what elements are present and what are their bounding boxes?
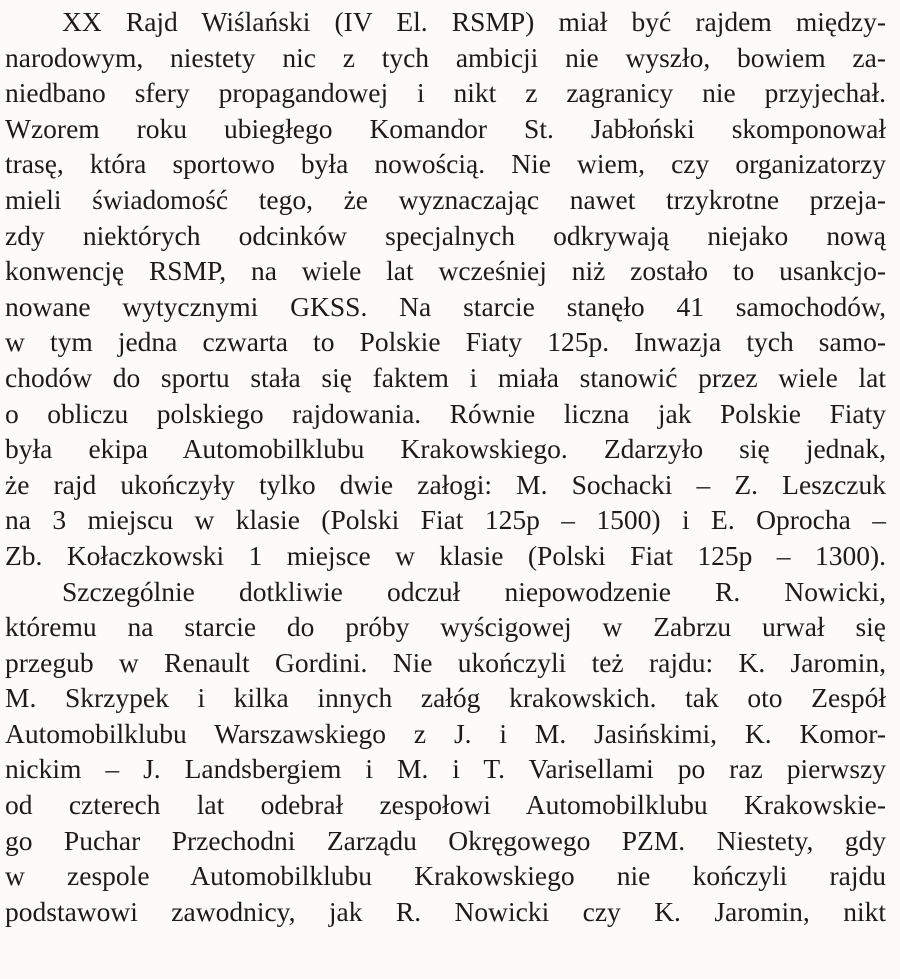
text-line: podstawowi zawodnicy, jak R. Nowicki czy K. Jaromin, nikt bbox=[5, 895, 886, 927]
text-line: chodów do sportu stała się faktem i miała stanowić przez wiele lat bbox=[5, 361, 886, 393]
text-line: mieli świadomość tego, że wyznaczając nawet trzykrotne przeja- bbox=[5, 183, 886, 215]
text-line: o obliczu polskiego rajdowania. Równie liczna jak Polskie Fiaty bbox=[5, 397, 886, 429]
text-line: konwencję RSMP, na wiele lat wcześniej niż zostało to usankcjo- bbox=[5, 255, 886, 287]
text-line: trasę, która sportowo była nowością. Nie wiem, czy organizatorzy bbox=[5, 148, 886, 180]
text-line: przegub w Renault Gordini. Nie ukończyli też rajdu: K. Jaromin, bbox=[5, 646, 886, 678]
text-line: XX Rajd Wiślański (IV El. RSMP) miał być rajdem między- bbox=[62, 6, 886, 37]
text-line: Wzorem roku ubiegłego Komandor St. Jabłoński skomponował bbox=[5, 112, 886, 144]
text-line: narodowym, niestety nic z tych ambicji nie wyszło, bowiem za- bbox=[5, 41, 886, 73]
text-line: nickim – J. Landsbergiem i M. i T. Varisellami po raz pierwszy bbox=[5, 753, 886, 785]
text-line: niedbano sfery propagandowej i nikt z zagranicy nie przyjechał. bbox=[5, 77, 886, 109]
text-line: na 3 miejscu w klasie (Polski Fiat 125p – 1500) i E. Oprocha – bbox=[5, 504, 886, 536]
text-line: nowane wytycznymi GKSS. Na starcie stanęło 41 samochodów, bbox=[5, 290, 886, 322]
text-line: zdy niektórych odcinków specjalnych odkrywają niejako nową bbox=[5, 219, 886, 251]
text-line: Szczególnie dotkliwie odczuł niepowodzenie R. Nowicki, bbox=[62, 575, 886, 607]
text-line: w tym jedna czwarta to Polskie Fiaty 125p. Inwazja tych samo- bbox=[5, 326, 886, 358]
text-line: któremu na starcie do próby wyścigowej w Zabrzu urwał się bbox=[5, 611, 886, 643]
text-line: była ekipa Automobilklubu Krakowskiego. Zdarzyło się jednak, bbox=[5, 433, 886, 465]
body-text bbox=[0, 4, 900, 929]
text-line: go Puchar Przechodni Zarządu Okręgowego PZM. Niestety, gdy bbox=[5, 824, 886, 856]
text-line: Zb. Kołaczkowski 1 miejsce w klasie (Polski Fiat 125p – 1300). bbox=[5, 539, 886, 571]
text-line: od czterech lat odebrał zespołowi Automobilklubu Krakowskie- bbox=[5, 789, 886, 821]
text-line: w zespole Automobilklubu Krakowskiego nie kończyli rajdu bbox=[5, 860, 886, 892]
text-line: że rajd ukończyły tylko dwie załogi: M. Sochacki – Z. Leszczuk bbox=[5, 468, 886, 500]
text-line: M. Skrzypek i kilka innych załóg krakowskich. tak oto Zespół bbox=[5, 682, 886, 714]
text-line: Automobilklubu Warszawskiego z J. i M. Jasińskimi, K. Komor- bbox=[5, 717, 886, 749]
